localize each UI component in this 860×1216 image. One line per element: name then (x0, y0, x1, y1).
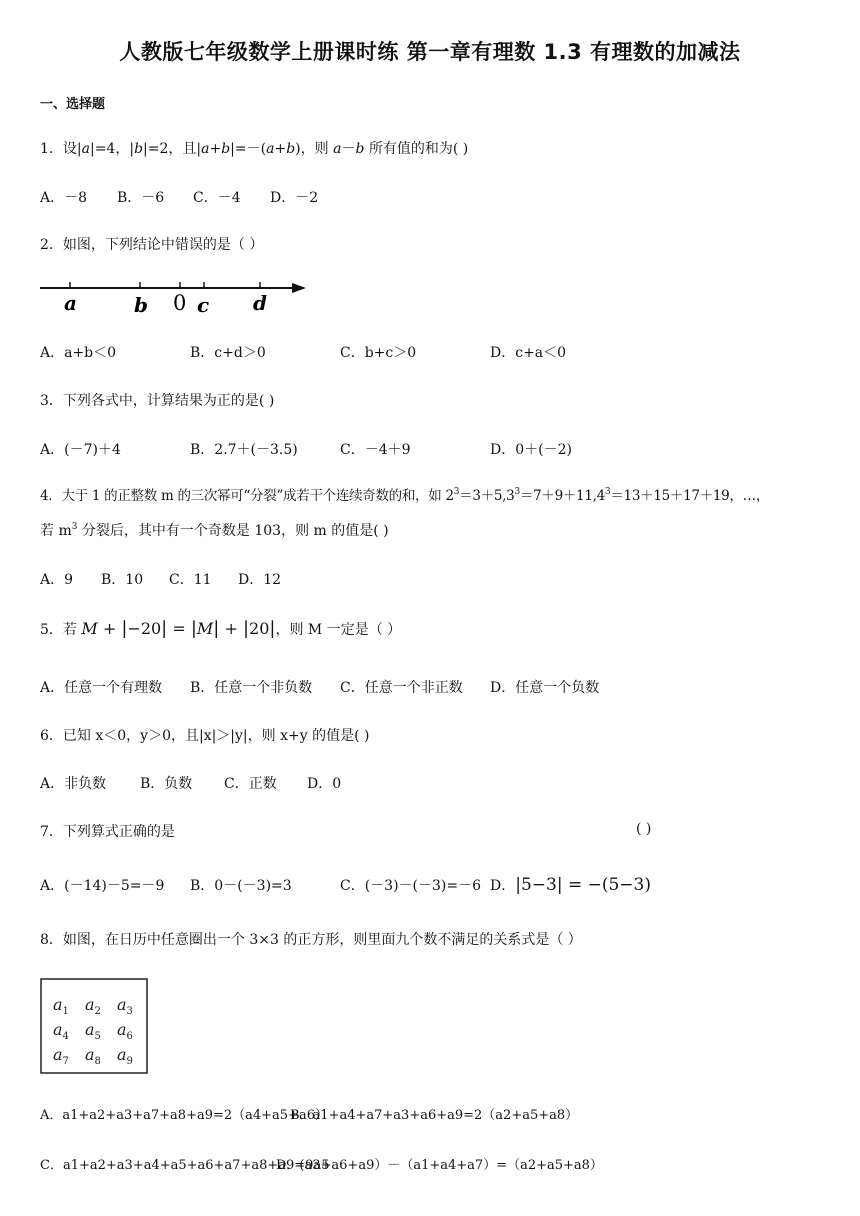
question-7-stem: 7．下列算式正确的是 (40, 824, 175, 840)
q2-option-d: D．c+a＜0 (490, 345, 567, 361)
q2-option-a: A．a+b＜0 (40, 345, 117, 361)
q6-option-a: A．非负数 (40, 776, 107, 792)
q6-option-d: D．0 (307, 776, 342, 792)
question-3-stem: 3．下列各式中，计算结果为正的是( ) (40, 393, 275, 409)
question-4-stem-line2: 若 $m^3$ 分裂后，其中有一个奇数是 103，则 m 的值是( ) (40, 522, 389, 539)
q5-option-b: B．任意一个非负数 (190, 680, 313, 696)
grid-cell-a4: $a_4$ (53, 1020, 69, 1042)
q8-option-d: D．(a3+a6+a9）－（a1+a4+a7）=（a2+a5+a8） (276, 1158, 603, 1173)
question-6-stem: 6．已知 x＜0，y＞0，且|x|＞|y|，则 x+y 的值是( ) (40, 728, 370, 744)
q4-option-b: B．10 (101, 572, 144, 588)
grid-cell-a7: $a_7$ (53, 1045, 69, 1067)
grid-cell-a1: $a_1$ (53, 995, 69, 1017)
question-7-answer-paren: ( ) (636, 821, 652, 837)
label-c: c (197, 293, 210, 317)
q5-option-c: C．任意一个非正数 (340, 680, 463, 696)
q5-option-a: A．任意一个有理数 (40, 680, 163, 696)
grid-cell-a5: $a_5$ (85, 1020, 101, 1042)
q8-option-b: B．a1+a4+a7+a3+a6+a9=2（a2+a5+a8） (290, 1108, 579, 1123)
q7-option-b: B．0－(－3)=3 (190, 878, 292, 894)
page-title: 人教版七年级数学上册课时练 第一章有理数 1.3 有理数的加减法 (119, 40, 741, 64)
q6-option-b: B．负数 (140, 776, 193, 792)
q3-option-a: A．(－7)＋4 (40, 442, 121, 458)
q1-option-a: A．－8 (40, 190, 88, 206)
q7-option-d: D．|5−3| = −(5−3) (490, 875, 652, 895)
grid-cell-a9: $a_9$ (117, 1045, 133, 1067)
label-d: d (253, 291, 267, 315)
grid-cell-a2: $a_2$ (85, 995, 101, 1017)
question-5-stem: 5．若 M + |−20| = |M| + |20|，则 M 一定是（ ） (40, 618, 402, 639)
q4-option-c: C．11 (169, 572, 212, 588)
q1-option-b: B．－6 (117, 190, 165, 206)
calendar-grid-figure (40, 978, 148, 1074)
question-1-stem: 1．设|a|=4，|b|=2，且|a+b|=－(a+b)，则 a－b 所有值的和为( ) (40, 141, 469, 157)
q2-option-c: C．b+c＞0 (340, 345, 417, 361)
label-b: b (134, 293, 148, 317)
number-line-figure (40, 272, 308, 318)
q2-option-b: B．c+d＞0 (190, 345, 266, 361)
grid-cell-a8: $a_8$ (85, 1045, 101, 1067)
q4-option-a: A．9 (40, 572, 74, 588)
q8-option-c: C．a1+a2+a3+a4+a5+a6+a7+a8+a9=9a5 (40, 1158, 330, 1173)
label-a: a (64, 291, 77, 315)
q3-option-c: C．－4＋9 (340, 442, 411, 458)
q8-option-a: A．a1+a2+a3+a7+a8+a9=2（a4+a5+a6） (40, 1108, 328, 1123)
number-line-arrow (292, 283, 306, 293)
q3-option-d: D．0＋(－2) (490, 442, 572, 458)
grid-cell-a3: $a_3$ (117, 995, 133, 1017)
grid-cell-a6: $a_6$ (117, 1020, 133, 1042)
q7-option-c: C．(－3)－(－3)=－6 (340, 878, 482, 894)
q7-option-a: A．(－14)－5=－9 (40, 878, 165, 894)
section-heading: 一、选择题 (40, 97, 106, 112)
question-2-stem: 2．如图，下列结论中错误的是（ ） (40, 237, 264, 253)
q7-option-d-expression: |5−3| = −(5−3) (515, 875, 652, 895)
question-4-stem-line1: 4．大于 1 的正整数 m 的三次幂可“分裂”成若干个连续奇数的和，如 $2^3=3+5,3^3=7+9+11,4^3=13+15+17+19$，…， (40, 487, 770, 504)
q4-option-d: D．12 (238, 572, 282, 588)
label-0: 0 (173, 291, 187, 315)
question-8-stem: 8．如图，在日历中任意圈出一个 3×3 的正方形，则里面九个数不满足的关系式是（ ） (40, 932, 582, 948)
q5-option-d: D．任意一个负数 (490, 680, 600, 696)
q1-option-d: D．－2 (270, 190, 319, 206)
q3-option-b: B．2.7＋(－3.5) (190, 442, 298, 458)
q1-option-c: C．－4 (193, 190, 241, 206)
q6-option-c: C．正数 (224, 776, 277, 792)
